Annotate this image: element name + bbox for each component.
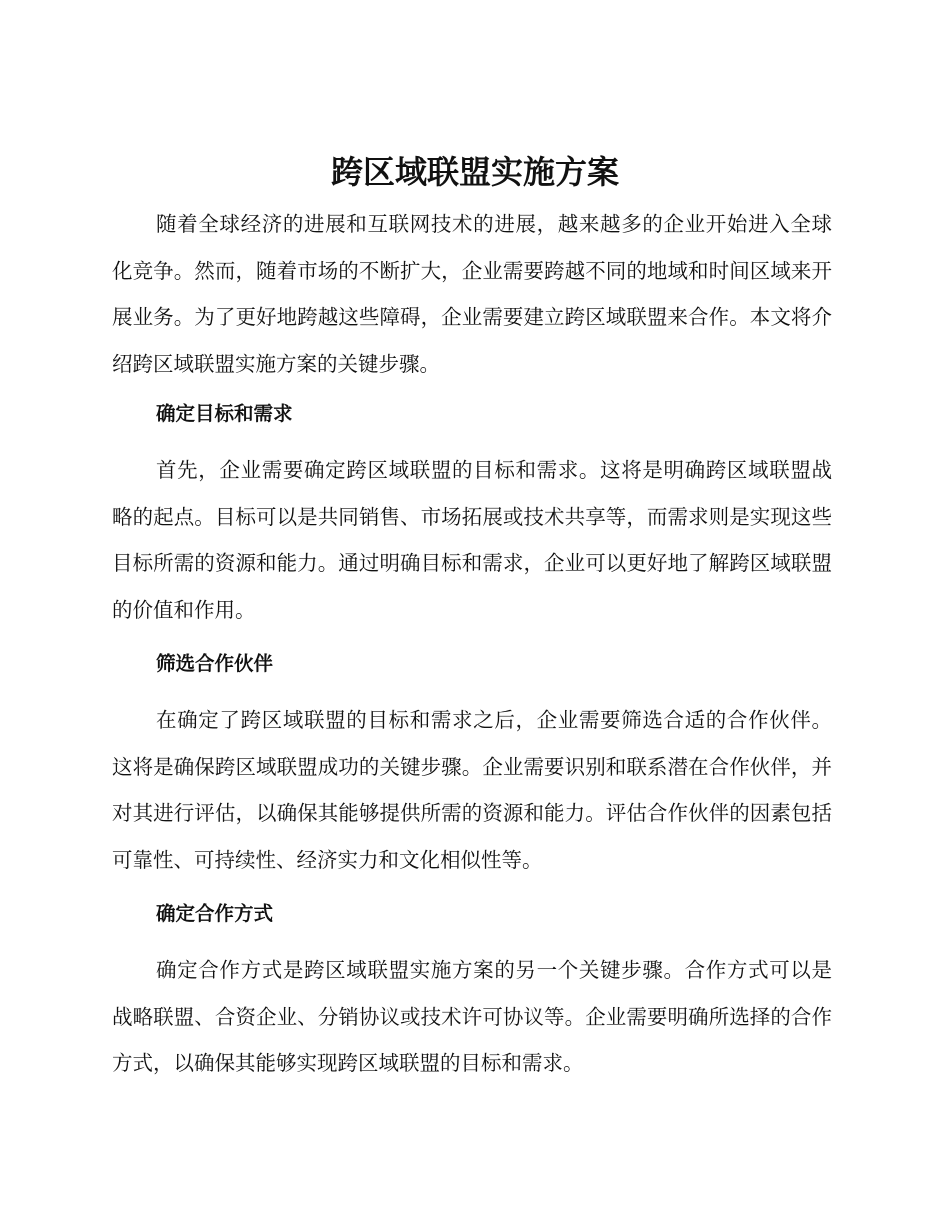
section-body-goals: 首先，企业需要确定跨区域联盟的目标和需求。这将是明确跨区域联盟战略的起点。目标可以是共同销售、市场拓展或技术共享等，而需求则是实现这些目标所需的资源和能力。通过明确目标和需求，企业可以更好地了解跨区域联盟的价值和作用。 <box>112 458 832 622</box>
section-heading-goals: 确定目标和需求 <box>156 402 293 425</box>
document-title: 跨区域联盟实施方案 <box>330 153 619 191</box>
section-heading-cooperation: 确定合作方式 <box>156 902 274 925</box>
intro-paragraph: 随着全球经济的进展和互联网技术的进展，越来越多的企业开始进入全球化竞争。然而，随着市场的不断扩大，企业需要跨越不同的地域和时间区域来开展业务。为了更好地跨越这些障碍，企业需要建立跨区域联盟来合作。本文将介绍跨区域联盟实施方案的关键步骤。 <box>112 212 832 376</box>
section-body-cooperation: 确定合作方式是跨区域联盟实施方案的另一个关键步骤。合作方式可以是战略联盟、合资企业、分销协议或技术许可协议等。企业需要明确所选择的合作方式，以确保其能够实现跨区域联盟的目标和需求。 <box>112 958 832 1075</box>
section-body-partners: 在确定了跨区域联盟的目标和需求之后，企业需要筛选合适的合作伙伴。这将是确保跨区域联盟成功的关键步骤。企业需要识别和联系潜在合作伙伴，并对其进行评估，以确保其能够提供所需的资源和能力。评估合作伙伴的因素包括可靠性、可持续性、经济实力和文化相似性等。 <box>112 708 832 872</box>
section-heading-partners: 筛选合作伙伴 <box>156 652 274 675</box>
